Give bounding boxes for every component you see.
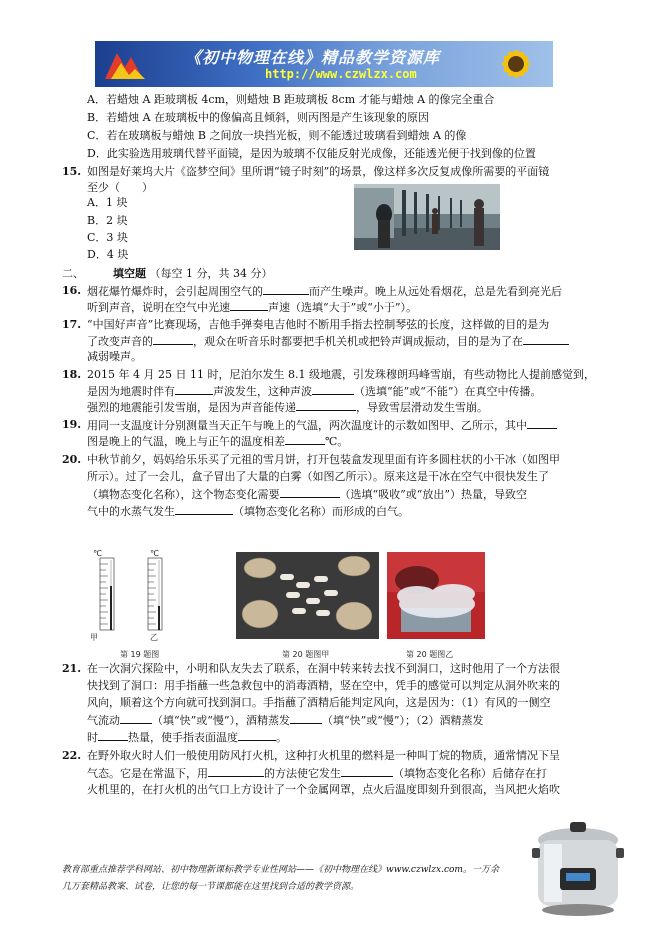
fig19-thermometers-image [88, 548, 194, 640]
fig20b-caption: 第 20 题图乙 [406, 650, 454, 659]
fig19-unit-right: ℃ [150, 549, 159, 558]
q20-line3: （填物态变化名称），这个物态变化需要 （选填“吸收”或“放出”）热量，导致空 [87, 488, 527, 501]
q21-line2: 快找到了洞口：用手指蘸一些急救包中的消毒酒精，竖在空中，凭手的感觉可以判定从洞外吹来的 [87, 679, 560, 692]
fig20b-white-fog-image [387, 552, 485, 639]
site-logo-icon [101, 45, 153, 83]
footer-line2: 几万套精品教案、试卷，让您的每一节课都能在这里找到合适的教学资源。 [62, 882, 360, 892]
q14-option-a: A．若蜡烛 A 距玻璃板 4cm，则蜡烛 B 距玻璃板 8cm 才能与蜡烛 A 的像完全重合 [87, 93, 495, 106]
q18-line2: 是因为地震时伴有 声波发生，这种声波 （选填“能”或“不能”）在真空中传播。 [87, 385, 542, 398]
banner-url[interactable]: http://www.czwlzx.com [265, 67, 417, 81]
q20-line2: 所示）。过了一会儿，盒子冒出了大量的白雾（如图乙所示）。原来这是干冰在空气中很快发生了 [87, 470, 549, 483]
q14-option-d: D．此实验选用玻璃代替平面镜，是因为玻璃不仅能反射光成像，还能透光便于找到像的位置 [87, 147, 536, 160]
q21-line4: 气流动 （填“快”或“慢”），酒精蒸发 （填“快”或“慢”）；（2）酒精蒸发 [87, 714, 484, 727]
q15-number: 15. [62, 165, 82, 178]
q15-option-d: D．4 块 [87, 248, 129, 261]
q21-line3: 风向，顺着这个方向就可找到洞口。手指蘸了酒精后能判定风向，这是因为：（1）有风的一侧空 [87, 696, 551, 709]
q17-line2: 了改变声音的 ，观众在听音乐时都要把手机关机或把铃声调成振动，目的是为了在 [87, 334, 569, 349]
section-note: （每空 1 分，共 34 分） [149, 267, 273, 280]
fig19-label-jia: 甲 [90, 633, 98, 642]
fig20a-caption: 第 20 题图甲 [282, 650, 330, 659]
section-title: 填空题 [113, 267, 146, 280]
q22-number: 22. [62, 749, 82, 762]
q14-option-c: C．若在玻璃板与蜡烛 B 之间放一块挡光板，则不能透过玻璃看到蜡烛 A 的像 [87, 129, 467, 142]
q20-line4: 气中的水蒸气发生 （填物态变化名称）而形成的白气。 [87, 505, 409, 518]
q15-option-a: A．1 块 [87, 196, 128, 209]
q18-number: 18. [62, 368, 82, 381]
q20-line1: 中秋节前夕，妈妈给乐乐买了元祖的雪月饼，打开包装盒发现里面有许多圆柱状的小干冰（如图甲 [87, 453, 560, 466]
q21-line5: 时 热量，使手指表面温度 。 [87, 731, 287, 744]
q16-line1: 烟花爆竹爆炸时，会引起周围空气的 而产生噪声。晚上从远处看烟花，总是先看到亮光后 [87, 285, 562, 298]
q21-line1: 在一次洞穴探险中，小明和队友失去了联系，在洞中转来转去找不到洞口，这时他用了一个方法很 [87, 662, 560, 675]
q20-number: 20. [62, 453, 82, 466]
q17-line1: “中国好声音”比赛现场，吉他手弹奏电吉他时不断用手指去控制琴弦的长度，这样做的目的是为 [87, 318, 550, 331]
q15-option-c: C．3 块 [87, 231, 128, 244]
q22-line3: 火机里的，在打火机的出气口上方设计了一个金属网罩，点火后温度即刻升到很高，当风把火焰吹 [87, 783, 560, 796]
q15-stem-line2: 至少（ ） [87, 181, 153, 194]
fig20a-dry-ice-mooncake-image [236, 552, 379, 639]
q16-line2: 听到声音，说明在空气中光速 声速（选填“大于”或“小于”）。 [87, 301, 417, 314]
q15-mirror-scene-image [354, 184, 500, 250]
q17-line3: 减弱噪声。 [87, 350, 142, 363]
q17-number: 17. [62, 318, 82, 331]
q16-number: 16. [62, 284, 82, 297]
q14-option-b: B．若蜡烛 A 在玻璃板中的像偏高且倾斜，则丙图是产生该现象的原因 [87, 111, 430, 124]
fig19-unit-left: ℃ [93, 549, 102, 558]
q19-line1: 用同一支温度计分别测量当天正午与晚上的气温，两次温度计的示数如图甲、乙所示，其中 [87, 418, 557, 433]
q22-line2: 气态。它是在常温下，用 的方法使它发生 （填物态变化名称）后储存在打 [87, 767, 547, 780]
banner-title: 《初中物理在线》精品教学资源库 [185, 48, 441, 67]
q21-number: 21. [62, 662, 82, 675]
footer-line1: 教育部重点推荐学科网站、初中物理新课标教学专业性网站——《初中物理在线》www.czwlzx.com。一万余 [62, 865, 499, 875]
fig19-label-yi: 乙 [150, 633, 158, 642]
pressure-cooker-icon [530, 818, 626, 924]
fig19-caption: 第 19 题图 [120, 650, 160, 659]
q19-line2: 图是晚上的气温，晚上与正午的温度相差 ℃。 [87, 435, 349, 448]
sunflower-icon [485, 41, 547, 87]
q22-line1: 在野外取火时人们一般使用防风打火机，这种打火机里的燃料是一种叫丁烷的物质，通常情况下呈 [87, 749, 560, 762]
header-banner [95, 41, 553, 87]
q19-number: 19. [62, 418, 82, 431]
section-number: 二、 填空题 （每空 1 分，共 34 分） [62, 267, 273, 280]
q15-option-b: B．2 块 [87, 214, 128, 227]
q18-line1: 2015 年 4 月 25 日 11 时，尼泊尔发生 8.1 级地震，引发珠穆朗玛峰雪崩，有些动物比人提前感觉到， [87, 368, 595, 381]
q15-stem-line1: 如图是好莱坞大片《盗梦空间》里所谓“镜子时刻”的场景，像这样多次反复成像所需要的平面镜 [87, 165, 550, 178]
q18-line3: 强烈的地震能引发雪崩，是因为声音能传递 ，导致雪层滑动发生雪崩。 [87, 401, 488, 414]
